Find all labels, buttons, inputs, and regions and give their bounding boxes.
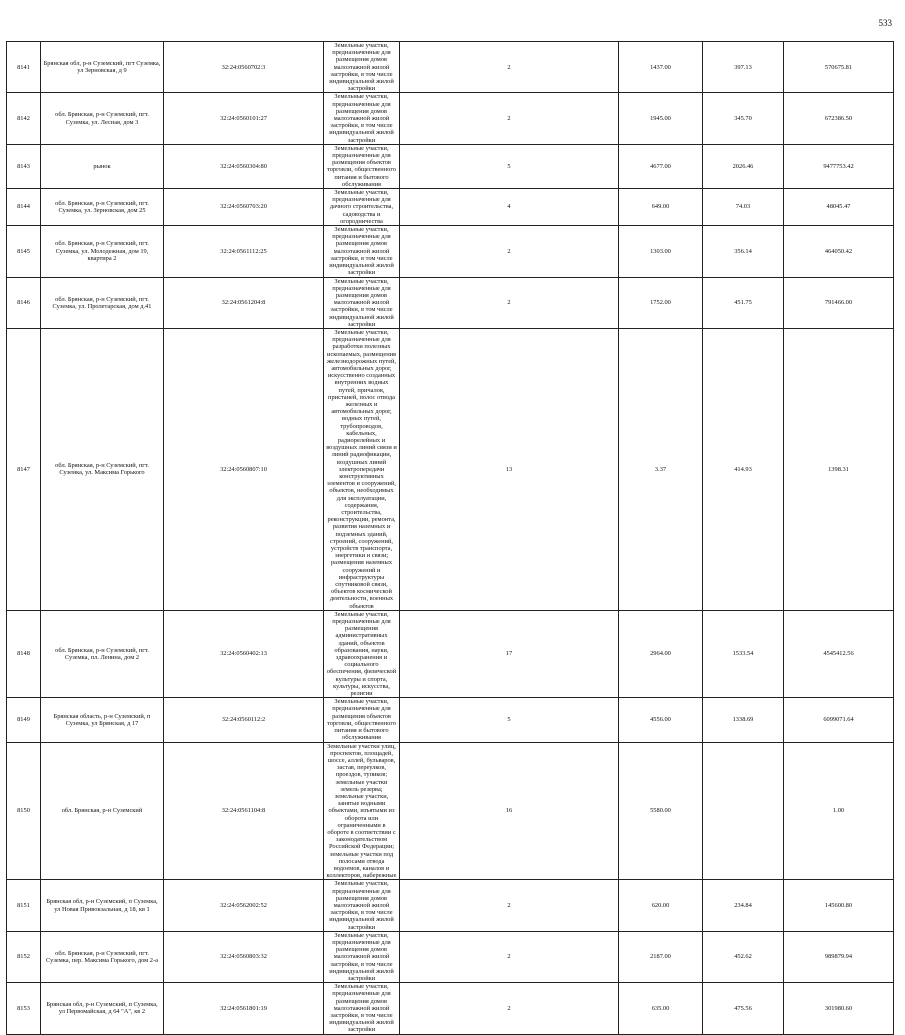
cadastral-value: 672386.50: [784, 93, 894, 144]
permitted-use: Земельные участки, предназначенные для размещения домов малоэтажной жилой застройки, в том числе индивидуальной жилой застройки: [324, 42, 400, 93]
parcel-area: 1752.00: [619, 277, 703, 328]
parcel-area: 1303.00: [619, 226, 703, 277]
table-row: [7, 742, 894, 880]
parcel-area: 4677.00: [619, 144, 703, 188]
table-row: [7, 610, 894, 697]
permitted-use: Земельные участки, предназначенные для размещения домов малоэтажной жилой застройки, в том числе индивидуальной жилой застройки: [324, 93, 400, 144]
use-group: 2: [400, 42, 619, 93]
cadastral-value: 48045.47: [784, 189, 894, 226]
table-row: [7, 880, 894, 931]
use-group: 2: [400, 93, 619, 144]
permitted-use: Земельные участки, предназначенные для размещения домов малоэтажной жилой застройки, в том числе индивидуальной жилой застройки: [324, 880, 400, 931]
cadastral-value: 4545412.56: [784, 610, 894, 697]
cadastral-number: 32:24:0560803:32: [164, 931, 324, 982]
specific-cadastral-value: 345.70: [703, 93, 784, 144]
table-row: [7, 277, 894, 328]
use-group: 5: [400, 698, 619, 742]
table-row: [7, 42, 894, 93]
cadastral-number: 32:24:0560402:13: [164, 610, 324, 697]
parcel-area: 1437.00: [619, 42, 703, 93]
use-group: 2: [400, 983, 619, 1034]
specific-cadastral-value: 74.03: [703, 189, 784, 226]
use-group: 4: [400, 189, 619, 226]
parcel-area: 2964.00: [619, 610, 703, 697]
use-group: 5: [400, 144, 619, 188]
parcel-number: 8148: [7, 610, 41, 697]
parcel-address: рынок: [41, 144, 164, 188]
permitted-use: Земельные участки, предназначенные для размещения домов малоэтажной жилой застройки, в том числе индивидуальной жилой застройки: [324, 931, 400, 982]
parcel-address: обл. Брянская, р-н Суземский, пгт. Суземка, ул. Молодежная, дом 19, квартира 2: [41, 226, 164, 277]
permitted-use: Земельные участки, предназначенные для размещения домов малоэтажной жилой застройки, в том числе индивидуальной жилой застройки: [324, 226, 400, 277]
table-row: [7, 328, 894, 610]
parcel-address: Брянская обл, р-н Суземский, пгт Суземка, ул Зерновская, д 9: [41, 42, 164, 93]
cadastral-number: 32:24:0561112:25: [164, 226, 324, 277]
specific-cadastral-value: 451.75: [703, 277, 784, 328]
parcel-address: обл. Брянская, р-н Суземский, пгт. Суземка, ул. Зерновская, дом 25: [41, 189, 164, 226]
parcel-number: 8143: [7, 144, 41, 188]
parcel-area: 5580.00: [619, 742, 703, 880]
table-row: [7, 93, 894, 144]
use-group: 13: [400, 328, 619, 610]
parcel-number: 8141: [7, 42, 41, 93]
table-row: [7, 698, 894, 742]
parcel-area: 2187.00: [619, 931, 703, 982]
permitted-use: Земельные участки, предназначенные для размещения административных зданий, объектов образования, науки, здравоохранения и социального обеспечения, физической культуры и спорта, культуры, искусства, религии: [324, 610, 400, 697]
parcel-area: 649.00: [619, 189, 703, 226]
parcel-number: 8145: [7, 226, 41, 277]
cadastral-number: 32:24:0562002:52: [164, 880, 324, 931]
parcel-address: обл. Брянская, р-н Суземский, пгт. Суземка, ул. Лесная, дом 3: [41, 93, 164, 144]
table-row: [7, 226, 894, 277]
parcel-number: 8146: [7, 277, 41, 328]
parcel-address: Брянская обл, р-н Суземский, п Суземка, ул Первомайская, д 64 "А", кв 2: [41, 983, 164, 1034]
parcel-number: 8151: [7, 880, 41, 931]
cadastral-value-table: [6, 41, 894, 1035]
parcel-address: обл. Брянская, р-н Суземский, пгт. Суземка, ул. Пролетарская, дом д.41: [41, 277, 164, 328]
cadastral-number: 32:24:0560112:2: [164, 698, 324, 742]
cadastral-number: 32:24:0560703:20: [164, 189, 324, 226]
permitted-use: Земельные участки, предназначенные для разработки полезных ископаемых, размещения железнодорожных путей, автомобильных дорог, искусственно созданных внутренних водных путей, причалов, пристаней, полос отвода железных и автомобильных дорог, водных путей, трубопроводов, кабельных, радиорелейных и воздушных линий связи и линий радиофикации, воздушных линий электропередачи конструктивных элементов и сооружений, объектов, необходимых для эксплуатации, содержания, строительства, реконструкции, ремонта, развития наземных и подземных зданий, строений, сооружений, устройств транспорта, энергетики и связи; размещения наземных сооружений и инфраструктуры спутниковой связи, объектов космической деятельности, военных объектов: [324, 328, 400, 610]
cadastral-number: 32:24:0560702:3: [164, 42, 324, 93]
specific-cadastral-value: 414.93: [703, 328, 784, 610]
use-group: 2: [400, 931, 619, 982]
parcel-area: 635.00: [619, 983, 703, 1034]
specific-cadastral-value: 475.56: [703, 983, 784, 1034]
table-body: [7, 42, 894, 1035]
permitted-use: Земельные участки, предназначенные для размещения домов малоэтажной жилой застройки, в том числе индивидуальной жилой застройки: [324, 983, 400, 1034]
cadastral-number: 32:24:0560807:10: [164, 328, 324, 610]
parcel-number: 8150: [7, 742, 41, 880]
cadastral-value: 301980.60: [784, 983, 894, 1034]
use-group: 2: [400, 880, 619, 931]
use-group: 16: [400, 742, 619, 880]
parcel-number: 8144: [7, 189, 41, 226]
table-row: [7, 189, 894, 226]
use-group: 2: [400, 277, 619, 328]
specific-cadastral-value: 1533.54: [703, 610, 784, 697]
cadastral-number: 32:24:0560101:27: [164, 93, 324, 144]
cadastral-value: 9477753.42: [784, 144, 894, 188]
parcel-number: 8153: [7, 983, 41, 1034]
parcel-address: Брянская обл, р-н Суземский, п Суземка, ул Новая Привокзальная, д 18, кв 1: [41, 880, 164, 931]
permitted-use: Земельные участки, предназначенные для размещения объектов торговли, общественного питания и бытового обслуживания: [324, 698, 400, 742]
cadastral-value: 570675.81: [784, 42, 894, 93]
cadastral-value: 6099071.64: [784, 698, 894, 742]
parcel-number: 8149: [7, 698, 41, 742]
cadastral-value: 989879.94: [784, 931, 894, 982]
cadastral-number: 32:24:0561204:8: [164, 277, 324, 328]
specific-cadastral-value: [703, 742, 784, 880]
parcel-address: обл. Брянская, р-н Суземский: [41, 742, 164, 880]
specific-cadastral-value: 452.62: [703, 931, 784, 982]
cadastral-value: 464050.42: [784, 226, 894, 277]
parcel-area: 620.00: [619, 880, 703, 931]
cadastral-value: 1.00: [784, 742, 894, 880]
parcel-area: 1945.00: [619, 93, 703, 144]
permitted-use: Земельные участки улиц, проспектов, площадей, шоссе, аллей, бульваров, застав, переулков, проездов, тупиков; земельные участки земель резерва; земельные участки, занятые водными объектами, изъятыми из оборота или ограниченными в обороте в соответствии с законодательством Российской Федерации; земельные участки под полосами отвода водоемов, каналов и коллекторов, набережные: [324, 742, 400, 880]
cadastral-number: 32:24:0561104:8: [164, 742, 324, 880]
cadastral-value: 145600.80: [784, 880, 894, 931]
parcel-number: 8147: [7, 328, 41, 610]
permitted-use: Земельные участки, предназначенные для размещения домов малоэтажной жилой застройки, в том числе индивидуальной жилой застройки: [324, 277, 400, 328]
parcel-address: обл. Брянская, р-н Суземский, пгт. Суземка, ул. Максима Горького: [41, 328, 164, 610]
permitted-use: Земельные участки, предназначенные для размещения объектов торговли, общественного питания и бытового обслуживания: [324, 144, 400, 188]
permitted-use: Земельные участки, предназначенные для дачного строительства, садоводства и огородничества: [324, 189, 400, 226]
table-row: [7, 931, 894, 982]
specific-cadastral-value: 2026.46: [703, 144, 784, 188]
parcel-address: Брянская область, р-н Суземский, п Суземка, ул Брянская, д 17: [41, 698, 164, 742]
table-row: [7, 983, 894, 1034]
parcel-number: 8152: [7, 931, 41, 982]
specific-cadastral-value: 234.84: [703, 880, 784, 931]
cadastral-value: 791466.00: [784, 277, 894, 328]
page-number: 533: [878, 18, 892, 28]
specific-cadastral-value: 356.14: [703, 226, 784, 277]
parcel-address: обл. Брянская, р-н Суземский, пгт. Суземка, пер. Максима Горького, дом 2-а: [41, 931, 164, 982]
specific-cadastral-value: 397.13: [703, 42, 784, 93]
parcel-area: 4556.00: [619, 698, 703, 742]
specific-cadastral-value: 1338.69: [703, 698, 784, 742]
parcel-area: 3.37: [619, 328, 703, 610]
use-group: 2: [400, 226, 619, 277]
parcel-number: 8142: [7, 93, 41, 144]
table-row: [7, 144, 894, 188]
cadastral-number: 32:24:0560304:80: [164, 144, 324, 188]
cadastral-value: 1398.31: [784, 328, 894, 610]
use-group: 17: [400, 610, 619, 697]
parcel-address: обл. Брянская, р-н Суземский, пгт. Суземка, пл. Ленина, дом 2: [41, 610, 164, 697]
cadastral-number: 32:24:0561801:19: [164, 983, 324, 1034]
